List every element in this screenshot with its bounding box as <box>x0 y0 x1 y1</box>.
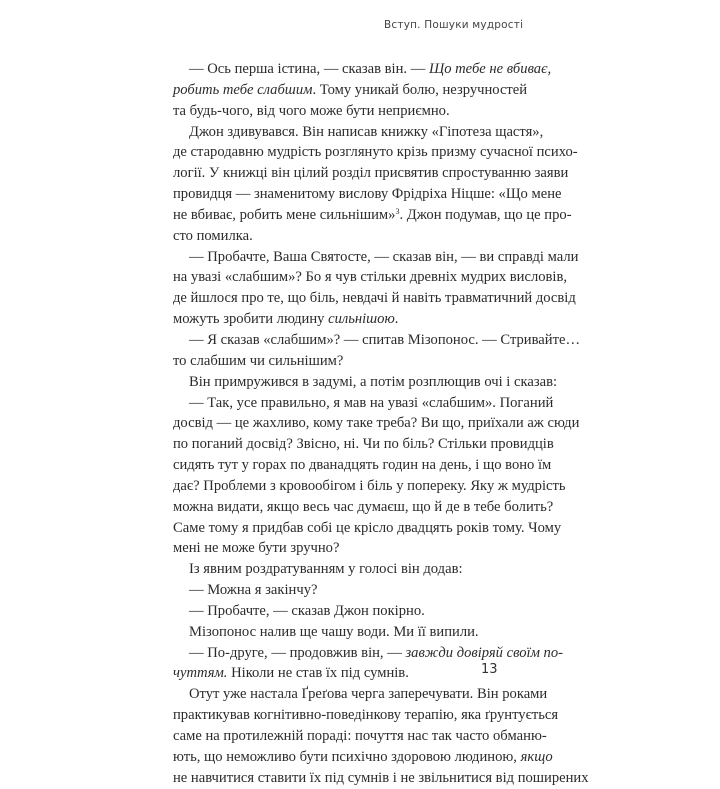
text-run: не навчитися ставити їх під сумнів і не звільнитися від поширених <box>173 769 589 786</box>
footnote-ref: 3 <box>395 206 400 216</box>
page-number: 13 <box>481 662 498 677</box>
italic-text: робить тебе слабшим <box>173 81 313 98</box>
text-line <box>173 247 579 268</box>
text-line <box>173 351 518 372</box>
text-line <box>173 122 544 143</box>
text-line <box>173 559 518 580</box>
text-run: можна видати, якщо весь час думаєш, що й де в тебе болить? <box>173 498 554 515</box>
text-line <box>173 538 518 559</box>
running-head: Вступ. Пошуки мудрості <box>384 19 524 31</box>
text-line <box>173 101 518 122</box>
text-line <box>173 80 528 101</box>
text-run: досвід — це жахливо, кому таке треба? Ви що, приїхали аж сюди <box>173 415 580 432</box>
text-line <box>173 455 552 476</box>
text-run: ють, що неможливо бути психічно здоровою людиною, <box>173 748 521 765</box>
text-line <box>173 267 568 288</box>
text-run: Мізопонос налив ще чашу води. Ми її випили. <box>189 623 479 640</box>
text-line <box>173 163 569 184</box>
text-run: можуть зробити людину <box>173 311 329 328</box>
text-run: — Так, усе правильно, я мав на увазі «слабшим». Поганий <box>189 394 554 411</box>
text-run: Саме тому я придбав собі це крісло двадцять років тому. Чому <box>173 519 562 536</box>
text-run: — По-друге, — продовжив він, — <box>189 644 406 661</box>
text-line <box>173 393 554 414</box>
text-line <box>173 142 578 163</box>
text-line <box>173 684 548 705</box>
text-line <box>173 643 564 664</box>
body-text <box>173 59 589 789</box>
text-line <box>173 59 552 80</box>
text-run: Джон здивувався. Він написав книжку «Гіпотеза щастя», <box>189 123 544 140</box>
text-run: практикував когнітивно-поведінкову терапію, яка ґрунтується <box>173 707 559 724</box>
text-line <box>173 705 559 726</box>
text-line <box>173 434 554 455</box>
text-line <box>173 476 566 497</box>
italic-text: якщо <box>520 748 553 765</box>
text-line <box>173 497 554 518</box>
text-run: — Пробачте, — сказав Джон покірно. <box>189 602 425 619</box>
text-line <box>173 288 576 309</box>
text-line <box>173 747 553 768</box>
text-run: Він примружився в задумі, а потім розплющив очі і сказав: <box>189 373 558 390</box>
text-run: Із явним роздратуванням у голосі він додав: <box>189 561 463 578</box>
italic-text: чуттям. <box>173 665 228 682</box>
text-line <box>173 330 581 351</box>
text-run: — Пробачте, Ваша Святосте, — сказав він, — ви справді мали <box>189 248 579 265</box>
text-run: мені не може бути зручно? <box>173 540 340 557</box>
text-line <box>173 726 547 747</box>
text-run: — Ось перша істина, — сказав він. — <box>189 61 429 77</box>
text-run: Ніколи не став їх під сумнів. <box>227 665 409 682</box>
italic-text: завжди довіряй своїм по- <box>405 644 564 661</box>
text-line <box>173 372 558 393</box>
text-run: не вбиває, робить мене сильнішим» <box>173 206 396 223</box>
text-run: Отут уже настала Ґреґова черга заперечувати. Він роками <box>189 686 548 703</box>
text-run: по поганий досвід? Звісно, ні. Чи по біль? Стільки провидців <box>173 436 554 453</box>
text-line <box>173 768 589 789</box>
text-line <box>173 413 580 434</box>
text-run: сто помилка. <box>173 227 253 244</box>
italic-text: сильнішою <box>328 311 395 328</box>
text-run: логії. У книжці він цілий розділ присвятив спростуванню заяви <box>173 165 569 182</box>
text-line <box>173 601 518 622</box>
text-run: то слабшим чи сильнішим? <box>173 352 344 369</box>
text-run: де йшлося про те, що біль, невдачі й навіть травматичний досвід <box>173 290 576 307</box>
text-run: на увазі «слабшим»? Бо я чув стільки древніх мудрих висловів, <box>173 269 568 286</box>
text-line <box>173 205 572 226</box>
text-line <box>173 226 518 247</box>
text-run: — Можна я закінчу? <box>189 582 318 599</box>
text-line <box>173 184 562 205</box>
text-run: — Я сказав «слабшим»? — спитав Мізопонос. — Стривайте… <box>189 331 581 348</box>
text-run: сидять тут у горах по дванадцять годин на день, і що воно їм <box>173 457 552 474</box>
text-run: провидця — знаменитому вислову Фрідріха Ніцше: «Що мене <box>173 186 562 203</box>
italic-text: Що тебе не вбиває, <box>428 61 552 77</box>
text-run: . Джон подумав, що це про- <box>399 206 572 223</box>
text-line <box>173 580 518 601</box>
text-line <box>173 663 518 684</box>
text-line <box>173 309 518 330</box>
text-line <box>173 622 518 643</box>
text-run: дає? Проблеми з кровообігом і біль у попереку. Яку ж мудрість <box>173 477 566 494</box>
text-run: . Тому уникай болю, незручностей <box>312 81 528 98</box>
text-line <box>173 518 562 539</box>
text-run: де стародавню мудрість розглянуто крізь призму сучасної психо- <box>173 144 578 161</box>
text-run: та будь-чого, від чого може бути неприємно. <box>173 102 450 119</box>
text-run: саме на протилежній пораді: почуття нас так часто обманю- <box>173 728 547 744</box>
text-run: . <box>394 311 399 328</box>
